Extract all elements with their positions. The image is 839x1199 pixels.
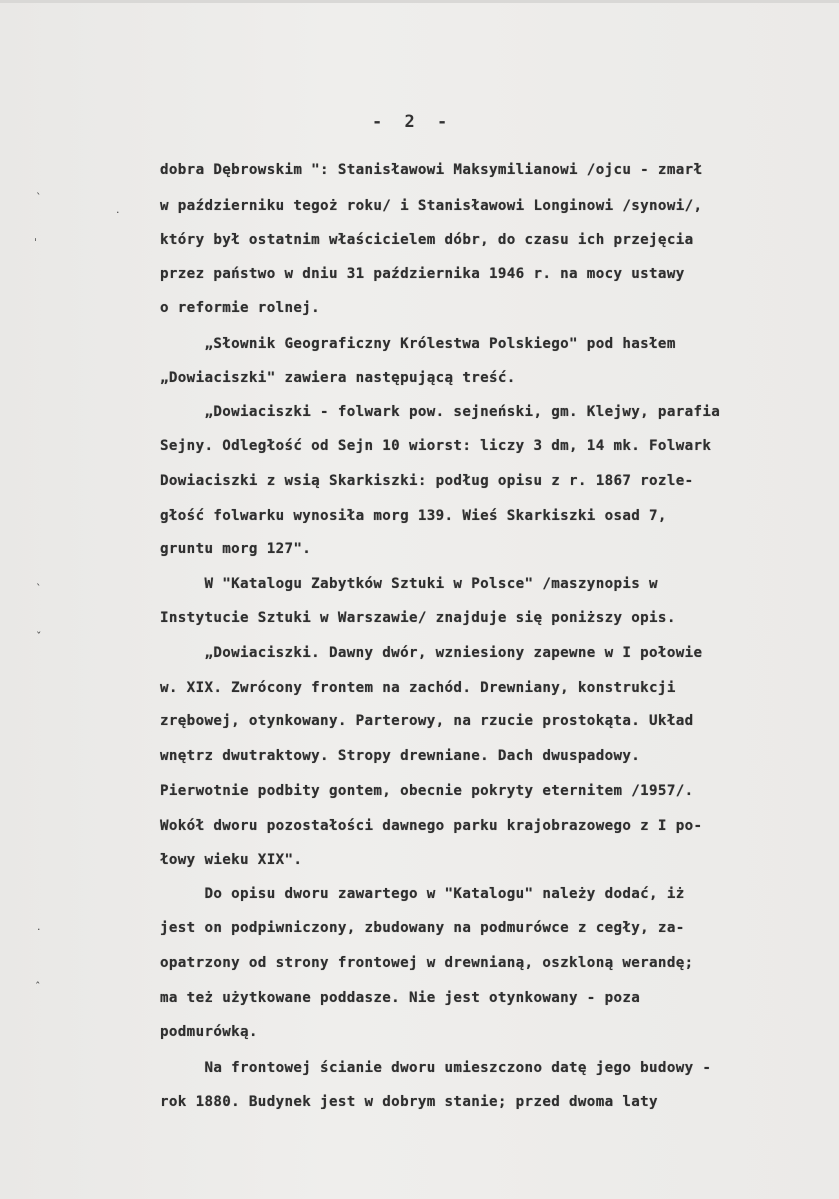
scan-speck: ˎ [36,182,42,195]
text-line: Instytucie Sztuki w Warszawie/ znajduje się poniższy opis. [160,610,676,626]
text-line: o reformie rolnej. [160,300,321,316]
text-line: Do opisu dworu zawartego w "Katalogu" należy dodać, iż [160,886,685,902]
scan-speck: ˈ [34,236,38,249]
text-line: głość folwarku wynosiła morg 139. Wieś Skarkiszki osad 7, [160,508,667,524]
page-edge [0,0,839,3]
text-line: Pierwotnie podbity gontem, obecnie pokryty eternitem /1957/. [160,783,694,799]
scan-speck: ˎ [36,573,42,586]
text-line: Sejny. Odległość od Sejn 10 wiorst: liczy 3 dm, 14 mk. Folwark [160,438,712,454]
text-line: Na frontowej ścianie dworu umieszczono datę jego budowy - [160,1060,712,1076]
text-line: „Dowiaciszki. Dawny dwór, wzniesiony zapewne w I połowie [160,645,703,661]
text-line: zrębowej, otynkowany. Parterowy, na rzucie prostokąta. Układ [160,713,694,729]
text-line: jest on podpiwniczony, zbudowany na podmurówce z cegły, za- [160,920,685,936]
text-line: opatrzony od strony frontowej w drewnianą, oszkloną werandę; [160,955,694,971]
scan-speck: · [37,923,41,936]
text-line: Dowiaciszki z wsią Skarkiszki: podług opisu z r. 1867 rozle- [160,473,694,489]
text-line: „Słownik Geograficzny Królestwa Polskiego" pod hasłem [160,336,676,352]
text-line: rok 1880. Budynek jest w dobrym stanie; przed dwoma laty [160,1094,658,1110]
text-line: podmurówką. [160,1024,258,1040]
text-line: przez państwo w dniu 31 października 1946 r. na mocy ustawy [160,266,685,282]
text-line: który był ostatnim właścicielem dóbr, do czasu ich przejęcia [160,232,694,248]
scan-speck: · [116,206,120,219]
text-line: łowy wieku XIX". [160,852,303,868]
scan-speck: ˇ [36,630,42,643]
text-line: gruntu morg 127". [160,541,312,557]
page-number: - 2 - [372,112,454,132]
text-line: wnętrz dwutraktowy. Stropy drewniane. Dach dwuspadowy. [160,748,641,764]
text-line: ma też użytkowane poddasze. Nie jest otynkowany - poza [160,990,641,1006]
text-line: „Dowiaciszki - folwark pow. sejneński, gm. Klejwy, parafia [160,404,721,420]
text-line: dobra Dębrowskim ": Stanisławowi Maksymilianowi /ojcu - zmarł [160,162,703,178]
text-line: W "Katalogu Zabytków Sztuki w Polsce" /maszynopis w [160,576,658,592]
text-line: „Dowiaciszki" zawiera następującą treść. [160,370,516,386]
scan-speck: ˆ [35,980,41,993]
text-line: Wokół dworu pozostałości dawnego parku krajobrazowego z I po- [160,818,703,834]
text-line: w październiku tegoż roku/ i Stanisławowi Longinowi /synowi/, [160,198,703,214]
text-line: w. XIX. Zwrócony frontem na zachód. Drewniany, konstrukcji [160,680,676,696]
